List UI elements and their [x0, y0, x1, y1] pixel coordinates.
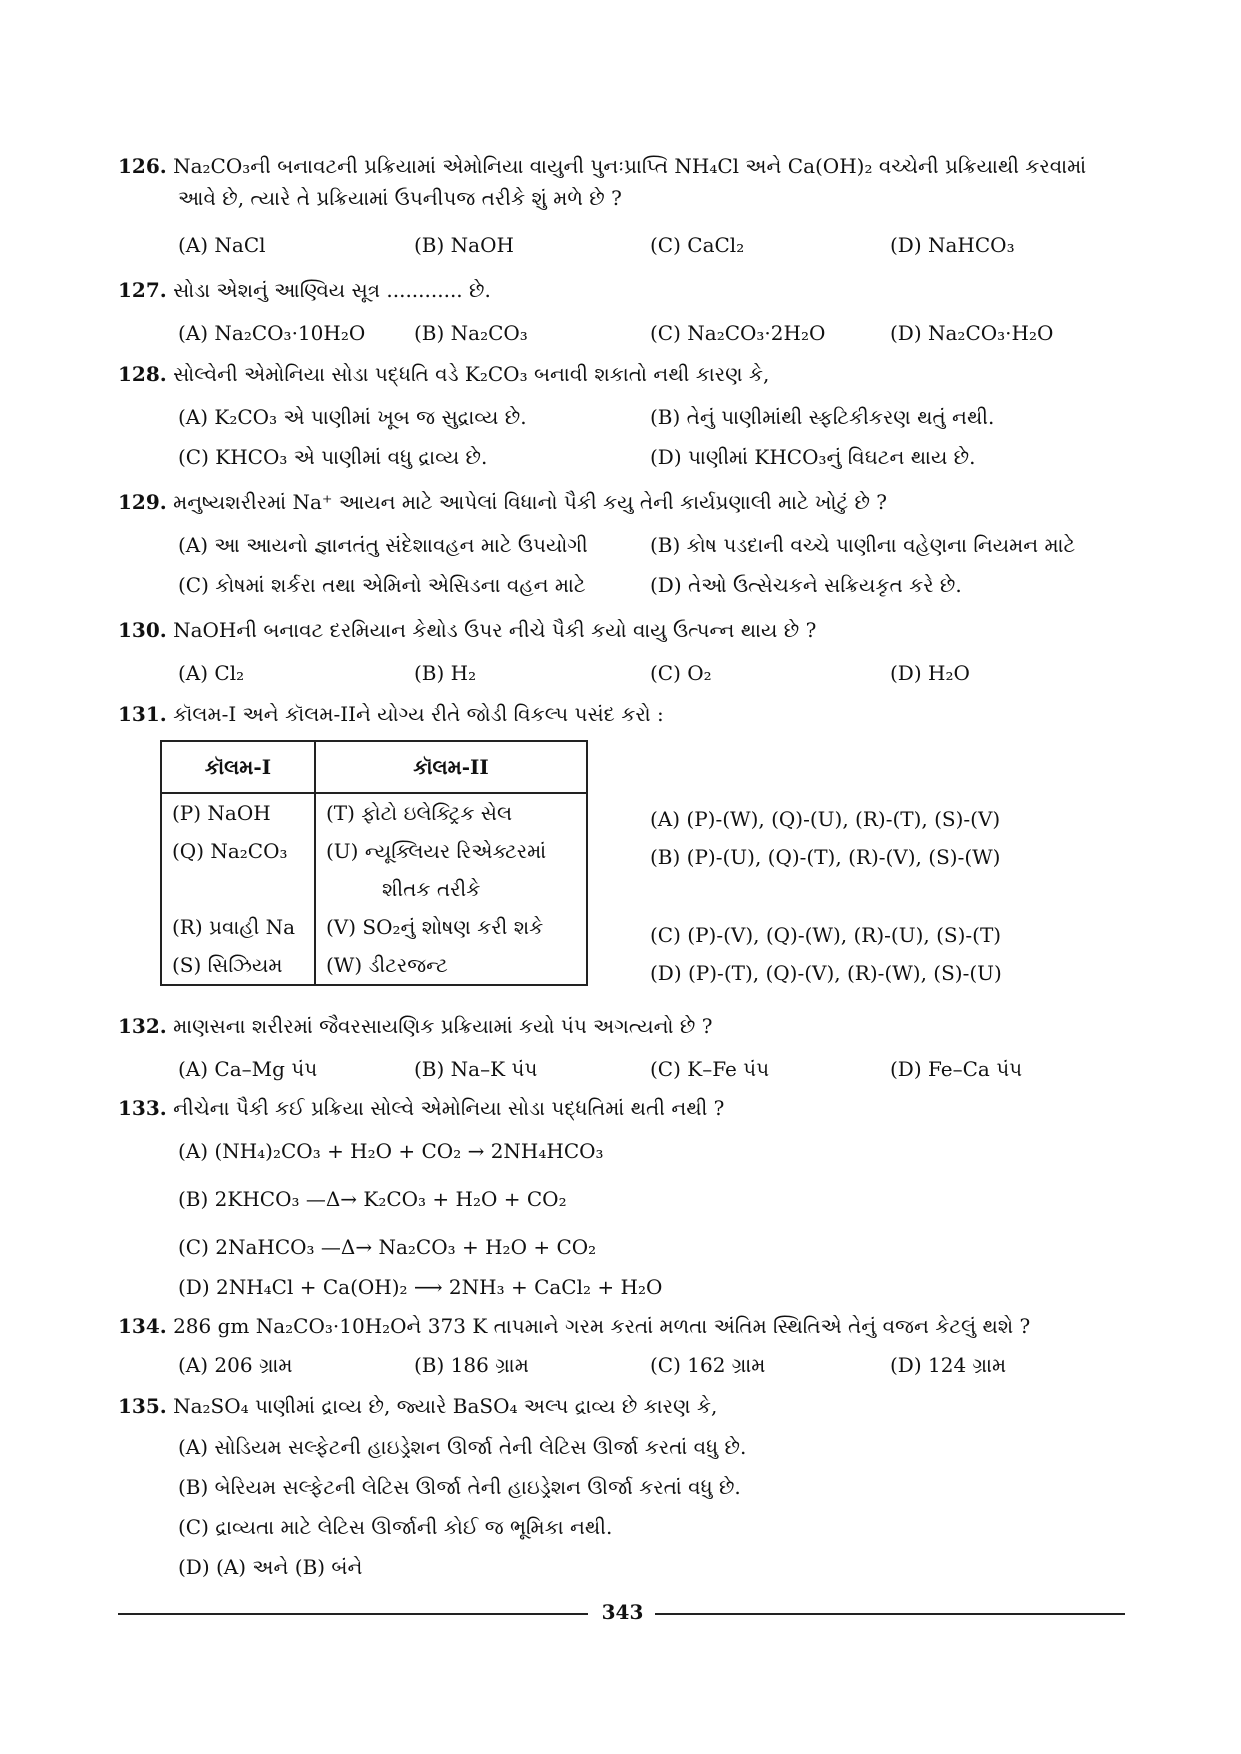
question-text: NaOHની બનાવટ દરમિયાન કેથોડ ઉપર નીચે પૈકી કયો વાયુ ઉત્પન્ન થાય છે ? [173, 618, 817, 642]
column-2-item-w: (W) ડીટરજન્ટ [326, 953, 448, 977]
option-c: (C) K–Fe પંપ [650, 1057, 770, 1081]
option-b: (B) (P)-(U), (Q)-(T), (R)-(V), (S)-(W) [650, 845, 1001, 869]
question-number: 133. [118, 1096, 167, 1120]
question-number: 134. [118, 1314, 167, 1338]
option-c: (C) (P)-(V), (Q)-(W), (R)-(U), (S)-(T) [650, 923, 1002, 947]
option-a: (A) K₂CO₃ એ પાણીમાં ખૂબ જ સુદ્રાવ્ય છે. [178, 405, 527, 429]
question-text: કૉલમ-I અને કૉલમ-IIને યોગ્ય રીતે જોડી વિકલ્પ પસંદ કરો : [173, 702, 664, 726]
option-b: (B) Na₂CO₃ [414, 321, 528, 345]
column-2-item-u: (U) ન્યૂક્લિયર રિએક્ટરમાં [326, 839, 547, 863]
option-a: (A) Na₂CO₃·10H₂O [178, 321, 366, 345]
option-b: (B) 2KHCO₃ —Δ→ K₂CO₃ + H₂O + CO₂ [178, 1187, 567, 1211]
question-135 [118, 1390, 1128, 1422]
option-b: (B) H₂ [414, 661, 477, 685]
option-c: (C) Na₂CO₃·2H₂O [650, 321, 826, 345]
footer-rule-right [655, 1613, 1125, 1615]
column-1-spacer [172, 870, 304, 908]
column-1-item-s: (S) સિઝિયમ [172, 953, 283, 977]
question-number: 130. [118, 618, 167, 642]
option-d: (D) પાણીમાં KHCO₃નું વિઘટન થાય છે. [650, 445, 976, 469]
question-131 [118, 698, 1128, 730]
option-b: (B) તેનું પાણીમાંથી સ્ફટિકીકરણ થતું નથી. [650, 405, 995, 429]
option-a: (A) સોડિયમ સલ્ફેટની હાઇડ્રેશન ઊર્જા તેની લેટિસ ઊર્જા કરતાં વધુ છે. [178, 1435, 747, 1459]
option-d: (D) NaHCO₃ [890, 233, 1015, 257]
column-2-item-v: (V) SO₂નું શોષણ કરી શકે [326, 915, 544, 939]
option-c: (C) O₂ [650, 661, 712, 685]
question-text: Na₂CO₃ની બનાવટની પ્રક્રિયામાં એમોનિયા વાયુની પુનઃપ્રાપ્તિ NH₄Cl અને Ca(OH)₂ વચ્ચેની પ્રક્રિયાથી કરવામાં [173, 154, 1087, 178]
question-133 [118, 1092, 1128, 1124]
column-2-item-u-cont: શીતક તરીકે [382, 877, 481, 901]
column-1-item-r: (R) પ્રવાહી Na [172, 915, 296, 939]
option-b: (B) કોષ પડદાની વચ્ચે પાણીના વહેણના નિયમન માટે [650, 533, 1076, 557]
column-1-cell [161, 793, 315, 985]
column-1-header: કૉલમ-I [161, 741, 315, 793]
option-c: (C) 162 ગ્રામ [650, 1353, 766, 1377]
question-number: 128. [118, 362, 167, 386]
option-a: (A) (NH₄)₂CO₃ + H₂O + CO₂ → 2NH₄HCO₃ [178, 1139, 604, 1163]
option-d: (D) (P)-(T), (Q)-(V), (R)-(W), (S)-(U) [650, 961, 1002, 985]
option-b: (B) 186 ગ્રામ [414, 1353, 529, 1377]
option-d: (D) તેઓ ઉત્સેચકને સક્રિયકૃત કરે છે. [650, 573, 962, 597]
question-130 [118, 614, 1128, 646]
question-text-cont: આવે છે, ત્યારે તે પ્રક્રિયામાં ઉપનીપજ તરીકે શું મળે છે ? [178, 186, 622, 210]
option-c: (C) CaCl₂ [650, 233, 745, 257]
question-text: સોલ્વેની એમોનિયા સોડા પદ્ધતિ વડે K₂CO₃ બનાવી શકાતો નથી કારણ કે, [173, 362, 770, 386]
question-text: માણસના શરીરમાં જૈવરસાયણિક પ્રક્રિયામાં કયો પંપ અગત્યનો છે ? [173, 1014, 713, 1038]
option-d: (D) 124 ગ્રામ [890, 1353, 1007, 1377]
footer-rule-left [118, 1613, 588, 1615]
question-number: 127. [118, 278, 167, 302]
question-132 [118, 1010, 1128, 1042]
option-a: (A) આ આયનો જ્ઞાનતંતુ સંદેશાવહન માટે ઉપયોગી [178, 533, 588, 557]
question-text: મનુષ્યશરીરમાં Na⁺ આયન માટે આપેલાં વિધાનો પૈકી કયુ તેની કાર્યપ્રણાલી માટે ખોટું છે ? [173, 490, 888, 514]
column-1-item-q: (Q) Na₂CO₃ [172, 839, 288, 863]
option-a: (A) NaCl [178, 233, 266, 257]
option-a: (A) Ca–Mg પંપ [178, 1057, 318, 1081]
question-number: 126. [118, 154, 167, 178]
column-2-header: કૉલમ-II [315, 741, 587, 793]
column-2-item-t: (T) ફોટો ઇલેક્ટ્રિક સેલ [326, 801, 513, 825]
match-table [160, 740, 588, 986]
option-c: (C) દ્રાવ્યતા માટે લેટિસ ઊર્જાની કોઈ જ ભૂમિકા નથી. [178, 1515, 613, 1539]
question-number: 131. [118, 702, 167, 726]
question-text: સોડા એશનું આણ્વિય સૂત્ર ............ છે. [173, 278, 491, 302]
question-127 [118, 274, 1128, 306]
option-d: (D) 2NH₄Cl + Ca(OH)₂ ⟶ 2NH₃ + CaCl₂ + H₂O [178, 1275, 663, 1299]
question-126 [118, 150, 1128, 214]
option-a: (A) (P)-(W), (Q)-(U), (R)-(T), (S)-(V) [650, 807, 1001, 831]
question-128 [118, 358, 1128, 390]
question-134 [118, 1310, 1128, 1342]
option-d: (D) Na₂CO₃·H₂O [890, 321, 1054, 345]
option-b: (B) બેરિયમ સલ્ફેટની લેટિસ ઊર્જા તેની હાઇડ્રેશન ઊર્જા કરતાં વધુ છે. [178, 1475, 741, 1499]
option-d: (D) H₂O [890, 661, 970, 685]
question-text: નીચેના પૈકી કઈ પ્રક્રિયા સોલ્વે એમોનિયા સોડા પદ્ધતિમાં થતી નથી ? [173, 1096, 725, 1120]
column-1-item-p: (P) NaOH [172, 801, 271, 825]
question-number: 135. [118, 1394, 167, 1418]
option-c: (C) KHCO₃ એ પાણીમાં વધુ દ્રાવ્ય છે. [178, 445, 488, 469]
question-text: Na₂SO₄ પાણીમાં દ્રાવ્ય છે, જ્યારે BaSO₄ અલ્પ દ્રાવ્ય છે કારણ કે, [173, 1394, 718, 1418]
option-c: (C) કોષમાં શર્કરા તથા એમિનો એસિડના વહન માટે [178, 573, 586, 597]
option-b: (B) Na–K પંપ [414, 1057, 538, 1081]
question-text: 286 gm Na₂CO₃·10H₂Oને 373 K તાપમાને ગરમ કરતાં મળતા અંતિમ સ્થિતિએ તેનું વજન કેટલું થશે ? [173, 1314, 1031, 1338]
option-d: (D) (A) અને (B) બંને [178, 1555, 363, 1579]
option-b: (B) NaOH [414, 233, 514, 257]
page-number: 343 [601, 1600, 644, 1624]
option-a: (A) 206 ગ્રામ [178, 1353, 293, 1377]
column-2-cell [315, 793, 587, 985]
question-129 [118, 486, 1128, 518]
option-a: (A) Cl₂ [178, 661, 245, 685]
question-number: 129. [118, 490, 167, 514]
option-c: (C) 2NaHCO₃ —Δ→ Na₂CO₃ + H₂O + CO₂ [178, 1235, 597, 1259]
option-d: (D) Fe–Ca પંપ [890, 1057, 1023, 1081]
question-number: 132. [118, 1014, 167, 1038]
